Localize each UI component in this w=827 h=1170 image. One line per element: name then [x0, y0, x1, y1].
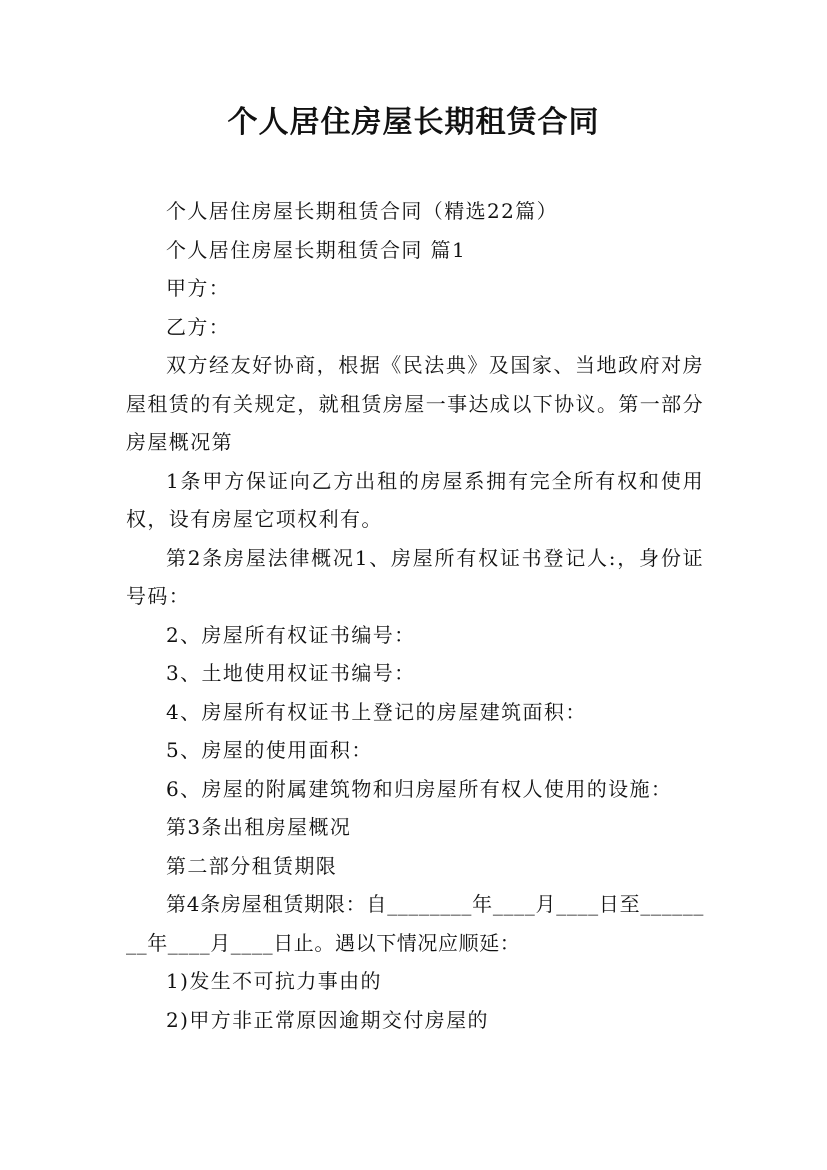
- paragraph-item-2: 2、房屋所有权证书编号：: [166, 622, 416, 647]
- document-title: 个人居住房屋长期租赁合同: [227, 105, 600, 140]
- paragraph-section-heading: 个人居住房屋长期租赁合同 篇1: [166, 237, 467, 262]
- paragraph-clause-2: 2)甲方非正常原因逾期交付房屋的: [166, 1007, 489, 1032]
- paragraph-party-b: 乙方：: [166, 314, 231, 339]
- paragraph-item-4: 4、房屋所有权证书上登记的房屋建筑面积：: [166, 699, 587, 724]
- paragraph-subtitle: 个人居住房屋长期租赁合同（精选22篇）: [166, 199, 559, 223]
- paragraph-item-3: 3、土地使用权证书编号：: [166, 661, 416, 685]
- paragraph-article-1: 1条甲方保证向乙方出租的房屋系拥有完全所有权和使用权，设有房屋它项权利有。: [126, 468, 704, 531]
- document-body: [126, 192, 704, 1039]
- paragraph-part-2-heading: 第二部分租赁期限: [166, 853, 338, 878]
- paragraph-agreement-intro: 双方经友好协商，根据《民法典》及国家、当地政府对房屋租赁的有关规定，就租赁房屋一事达成以下协议。第一部分房屋概况第: [126, 353, 704, 454]
- paragraph-item-5: 5、房屋的使用面积：: [166, 738, 373, 762]
- paragraph-clause-1: 1)发生不可抗力事由的: [166, 969, 382, 993]
- paragraph-article-2: 第2条房屋法律概况1、房屋所有权证书登记人:，身份证号码：: [126, 545, 704, 608]
- paragraph-party-a: 甲方：: [166, 276, 231, 300]
- paragraph-article-4: 第4条房屋租赁期限：自________年____月____日至________年____月____日止。遇以下情况应顺延：: [126, 892, 704, 955]
- paragraph-article-3: 第3条出租房屋概况: [166, 815, 352, 839]
- paragraph-item-6: 6、房屋的附属建筑物和归房屋所有权人使用的设施：: [166, 776, 673, 801]
